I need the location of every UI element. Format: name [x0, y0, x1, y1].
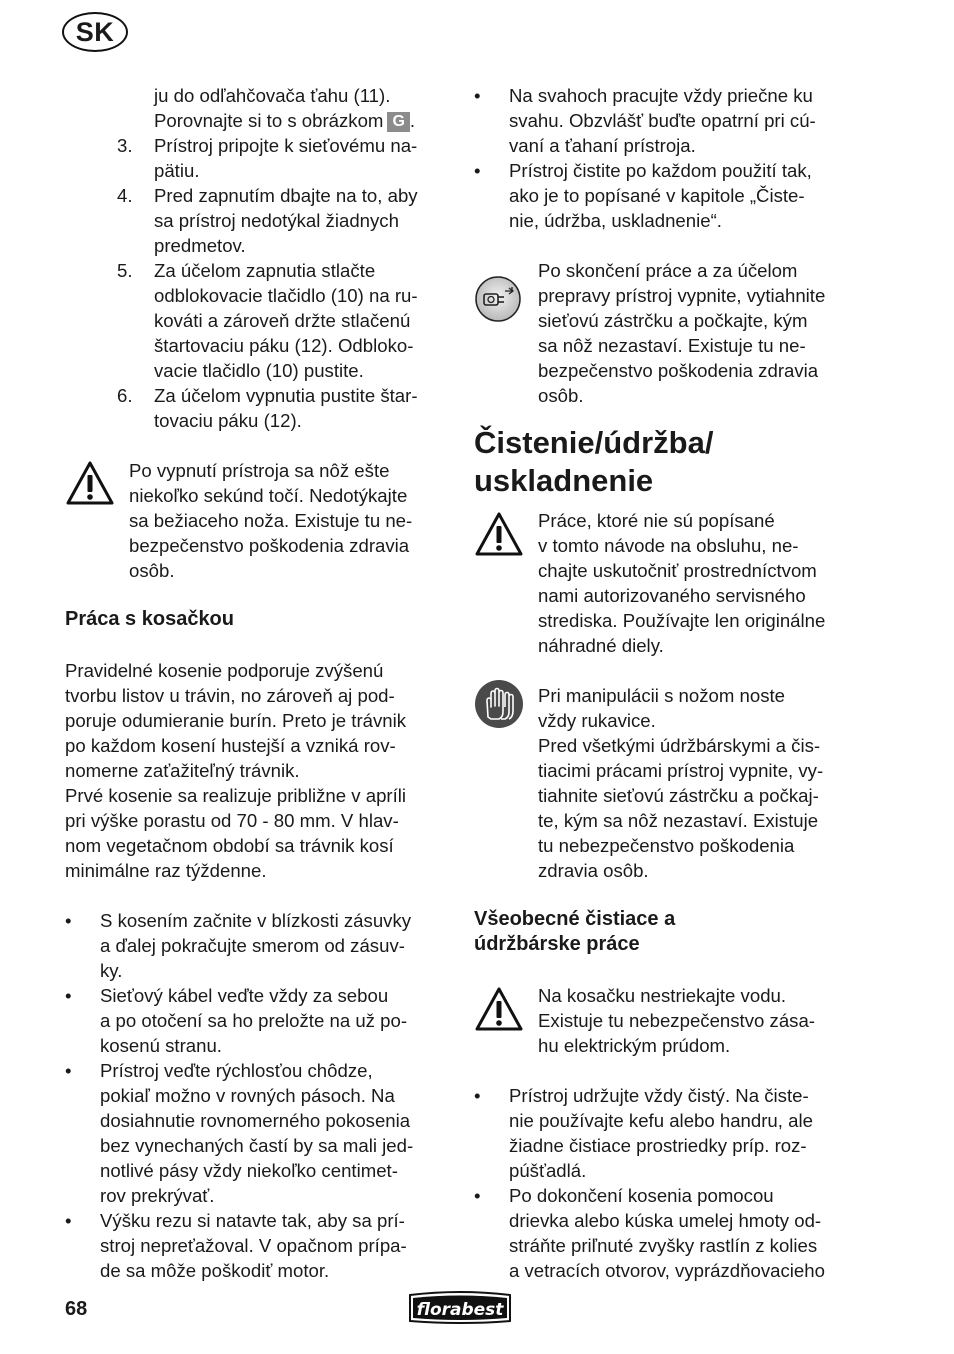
bullet-line: Na svahoch pracujte vždy priečne ku — [509, 85, 813, 106]
step-5 — [65, 258, 450, 383]
notice-line: sieťovú zástrčku a počkajte, kým — [538, 310, 808, 331]
warning-line: náhradné diely. — [538, 635, 664, 656]
bullet-line: stroj nepreťažoval. V opačnom prípa- — [100, 1235, 407, 1256]
intro-line-text: Porovnajte si to s obrázkom — [154, 110, 384, 131]
bullet-dot: • — [65, 1210, 72, 1231]
paragraph-line: minimálne raz týždenne. — [65, 860, 267, 881]
bullet-line: dosiahnutie rovnomerného pokosenia — [100, 1110, 411, 1131]
step-number: 3. — [117, 135, 133, 156]
heading-line: údržbárske práce — [474, 933, 640, 955]
warning-line: chajte uskutočniť prostredníctvom — [538, 560, 817, 581]
bullet-line: a ďalej pokračujte smerom od zásuv- — [100, 935, 405, 956]
paragraph-line: po každom kosení hustejší a vzniká rov- — [65, 735, 396, 756]
step-line: predmetov. — [154, 235, 246, 256]
step-line: Pred zapnutím dbajte na to, aby — [154, 185, 418, 206]
language-badge — [62, 12, 128, 52]
bullet-line: ky. — [100, 960, 123, 981]
language-code: SK — [75, 16, 115, 47]
bullet-dot: • — [474, 160, 481, 181]
step-3 — [65, 133, 450, 183]
paragraph-line: tvorbu listov u trávin, no zároveň aj pod- — [65, 685, 395, 706]
notice-line: Po skončení práce a za účelom — [538, 260, 798, 281]
right-top-bullets — [474, 83, 864, 233]
warning-line: Po vypnutí prístroja sa nôž ešte — [129, 460, 390, 481]
list-item — [474, 1183, 864, 1283]
heading-line: Všeobecné čistiace a — [474, 908, 676, 930]
step-line: kováti a zároveň držte stlačenú — [154, 310, 411, 331]
logo-text: florabest — [416, 1300, 504, 1320]
warning-line: sa bežiaceho noža. Existuje tu ne- — [129, 510, 413, 531]
list-item — [474, 1083, 864, 1183]
bullet-line: nie používajte kefu alebo handru, ale — [509, 1110, 813, 1131]
bullet-line: vaní a ťahaní prístroja. — [509, 135, 696, 156]
cleaning-bullet-list — [474, 1083, 864, 1283]
warning-line: v tomto návode na obsluhu, ne- — [538, 535, 799, 556]
bullet-line: rov prekrývať. — [100, 1185, 215, 1206]
bullet-line: ako je to popísané v kapitole „Čiste- — [509, 185, 805, 206]
warning-line: bezpečenstvo poškodenia zdravia — [129, 535, 410, 556]
step-line: štartovaciu páku (12). Odbloko- — [154, 335, 414, 356]
bullet-line: púšťadlá. — [509, 1160, 587, 1181]
bullet-line: a po otočení sa ho preložte na už po- — [100, 1010, 408, 1031]
step-number: 6. — [117, 385, 133, 406]
notice-line: Pred všetkými údržbárskymi a čis- — [538, 735, 821, 756]
warning-line: strediska. Používajte len originálne — [538, 610, 826, 631]
notice-line: te, kým sa nôž nezastaví. Existuje — [538, 810, 819, 831]
warning-water — [538, 983, 868, 1058]
bullet-line: bez vynechaných častí by sa mali jed- — [100, 1135, 414, 1156]
notice-line: zdravia osôb. — [538, 860, 649, 881]
step-line: sa prístroj nedotýkal žiadnych — [154, 210, 399, 231]
intro-line: ju do odľahčovača ťahu (11). — [154, 85, 391, 106]
figure-reference-tail: . — [409, 110, 416, 131]
bullet-line: a vetracích otvorov, vyprázdňovacieho — [509, 1260, 825, 1281]
bullet-line: Prístroj čistite po každom použití tak, — [509, 160, 812, 181]
bullet-line: kosenú stranu. — [100, 1035, 222, 1056]
bullet-dot: • — [65, 985, 72, 1006]
bullet-dot: • — [474, 1085, 481, 1106]
section-title-line: uskladnenie — [474, 463, 654, 498]
bullet-line: S kosením začnite v blízkosti zásuvky — [100, 910, 412, 931]
bullet-dot: • — [65, 1060, 72, 1081]
warning-line: Práce, ktoré nie sú popísané — [538, 510, 775, 531]
notice-line: sa nôž nezastaví. Existuje tu ne- — [538, 335, 806, 356]
figure-reference-badge: G — [387, 112, 409, 132]
step-number: 5. — [117, 260, 133, 281]
warning-line: Existuje tu nebezpečenstvo zása- — [538, 1010, 815, 1031]
bullet-line: de sa môže poškodiť motor. — [100, 1260, 330, 1281]
section-title — [474, 424, 713, 500]
step-line: Za účelom zapnutia stlačte — [154, 260, 376, 281]
warning-triangle-icon — [65, 460, 115, 506]
list-item — [474, 83, 864, 158]
paragraph-line: nom vegetačnom období sa trávnik kosí — [65, 835, 394, 856]
notice-line: Pri manipulácii s nožom noste — [538, 685, 785, 706]
step-number: 4. — [117, 185, 133, 206]
step-line: pätiu. — [154, 160, 200, 181]
gloves-notice — [538, 683, 868, 883]
warning-line: niekoľko sekúnd točí. Nedotýkajte — [129, 485, 408, 506]
paragraph-line: Pravidelné kosenie podporuje zvýšenú — [65, 660, 384, 681]
bullet-line: stráňte priľnuté zvyšky rastlín z kolies — [509, 1235, 818, 1256]
step-4 — [65, 183, 450, 258]
step-6 — [65, 383, 450, 433]
list-item — [65, 1208, 450, 1283]
heading-general-cleaning — [474, 907, 675, 957]
section-title-line: Čistenie/údržba/ — [474, 425, 714, 460]
heading-mowing: Práca s kosačkou — [65, 608, 234, 630]
bullet-dot: • — [65, 910, 72, 931]
unplug-icon — [474, 275, 522, 323]
notice-line: prepravy prístroj vypnite, vytiahnite — [538, 285, 826, 306]
paragraph-mowing — [65, 658, 450, 883]
left-column — [65, 83, 450, 433]
bullet-line: notlivé pásy vždy niekoľko centimet- — [100, 1160, 398, 1181]
florabest-logo — [406, 1289, 514, 1325]
notice-line: tiahnite sieťovú zástrčku a počkaj- — [538, 785, 819, 806]
list-item — [65, 908, 450, 983]
bullet-line: pokiaľ možno v rovných pásoch. Na — [100, 1085, 395, 1106]
bullet-line: Výšku rezu si natavte tak, aby sa prí- — [100, 1210, 405, 1231]
warning-knife-spinning — [129, 458, 449, 583]
bullet-line: žiadne čistiace prostriedky príp. roz- — [509, 1135, 807, 1156]
notice-line: tu nebezpečenstvo poškodenia — [538, 835, 795, 856]
warning-line: hu elektrickým prúdom. — [538, 1035, 731, 1056]
paragraph-line: Prvé kosenie sa realizuje približne v apríli — [65, 785, 407, 806]
list-item — [474, 158, 864, 233]
bullet-line: nie, údržba, uskladnenie“. — [509, 210, 722, 231]
paragraph-line: nomerne zaťažiteľný trávnik. — [65, 760, 300, 781]
bullet-line: Prístroj udržujte vždy čistý. Na čiste- — [509, 1085, 809, 1106]
warning-line: Na kosačku nestriekajte vodu. — [538, 985, 787, 1006]
bullet-line: svahu. Obzvlášť buďte opatrní pri cú- — [509, 110, 816, 131]
notice-line: tiacimi prácami prístroj vypnite, vy- — [538, 760, 824, 781]
intro-line-figure — [154, 108, 450, 133]
bullet-line: Po dokončení kosenia pomocou — [509, 1185, 774, 1206]
gloves-icon — [474, 679, 524, 729]
step-line: Prístroj pripojte k sieťovému na- — [154, 135, 418, 156]
list-item — [65, 983, 450, 1058]
unplug-notice — [538, 258, 868, 408]
notice-line: osôb. — [538, 385, 584, 406]
warning-line: nami autorizovaného servisného — [538, 585, 806, 606]
warning-line: osôb. — [129, 560, 175, 581]
warning-triangle-icon — [474, 511, 524, 557]
warning-triangle-icon — [474, 986, 524, 1032]
bullet-line: drievka alebo kúska umelej hmoty od- — [509, 1210, 822, 1231]
page-number: 68 — [65, 1298, 88, 1320]
mowing-bullet-list — [65, 908, 450, 1283]
notice-line: bezpečenstvo poškodenia zdravia — [538, 360, 819, 381]
bullet-dot: • — [474, 1185, 481, 1206]
list-item — [65, 1058, 450, 1208]
paragraph-line: pri výške porastu od 70 - 80 mm. V hlav- — [65, 810, 399, 831]
warning-service — [538, 508, 868, 658]
bullet-line: Prístroj veďte rýchlosťou chôdze, — [100, 1060, 373, 1081]
notice-line: vždy rukavice. — [538, 710, 656, 731]
paragraph-line: poruje odumieranie burín. Preto je trávnik — [65, 710, 407, 731]
step-line: tovaciu páku (12). — [154, 410, 302, 431]
bullet-dot: • — [474, 85, 481, 106]
step-line: Za účelom vypnutia pustite štar- — [154, 385, 418, 406]
step-line: odblokovacie tlačidlo (10) na ru- — [154, 285, 418, 306]
bullet-line: Sieťový kábel veďte vždy za sebou — [100, 985, 389, 1006]
step-line: vacie tlačidlo (10) pustite. — [154, 360, 364, 381]
